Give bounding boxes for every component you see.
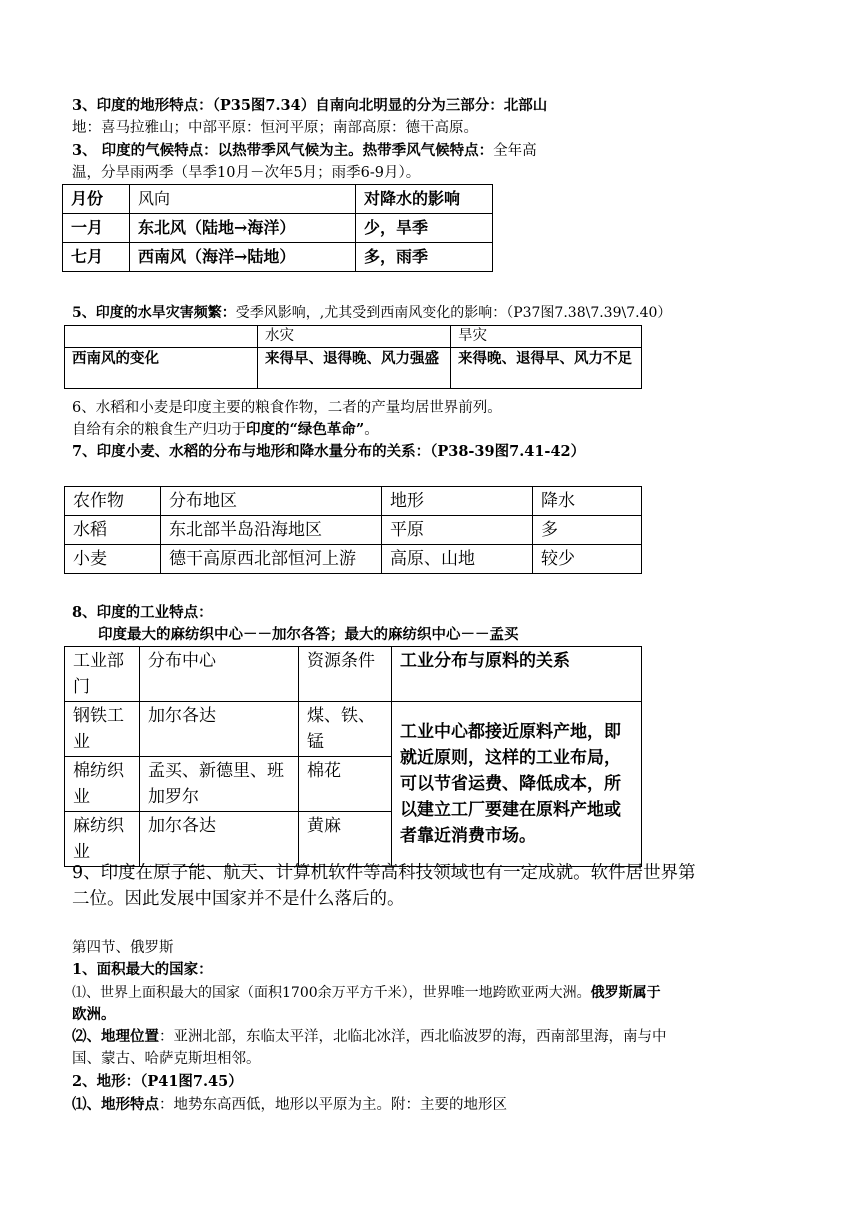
text: 1、面积最大的国家： — [72, 961, 213, 978]
table-cell: 一月 — [63, 214, 130, 243]
header-cell: 工业分布与原料的关系 — [392, 647, 642, 702]
table-row — [65, 348, 642, 389]
line-hightech — [72, 860, 696, 886]
table-cell: 水稻 — [65, 516, 161, 545]
text: 9、印度在原子能、航天、计算机软件等高科技领域也有一定成就。软件居世界第 — [72, 863, 696, 883]
table-cell: 少，旱季 — [356, 214, 493, 243]
line-disasters — [72, 303, 671, 323]
table-cell: 多 — [533, 516, 642, 545]
header-cell: 资源条件 — [299, 647, 392, 702]
monsoon-table — [62, 184, 493, 272]
table-row — [65, 516, 642, 545]
table-header-row — [65, 647, 642, 702]
line-terrain-features — [72, 1095, 507, 1115]
line-india-terrain-cont — [72, 118, 478, 138]
crop-table — [64, 486, 642, 574]
line-location-cont — [72, 1049, 261, 1069]
text: 5、印度的水旱灾害频繁： — [72, 305, 236, 321]
header-cell: 分布地区 — [161, 487, 382, 516]
text: 受季风影响，,尤其受到西南风变化的影响：（P37图7.38\7.39\7.40） — [235, 305, 672, 321]
relation-cell: 工业中心都接近原料产地，即就近原则，这样的工业布局，可以节省运费、降低成本，所以建立工厂要建在原料产地或者靠近消费市场。 — [392, 702, 642, 867]
text: ⑴、世界上面积最大的国家（面积1700余万平方千米），世界唯一地跨欧亚两大洲。 — [72, 985, 591, 1001]
table-cell: 加尔各达 — [140, 812, 299, 867]
text: 第四节、俄罗斯 — [72, 940, 174, 956]
header-cell — [65, 326, 258, 348]
text: 。 — [364, 422, 379, 438]
flood-drought-table — [64, 325, 642, 389]
header-cell: 工业部门 — [65, 647, 140, 702]
text: 印度最大的麻纺织中心－－加尔各答；最大的麻纺织中心－－孟买 — [98, 626, 519, 643]
table-cell: 多，雨季 — [356, 243, 493, 272]
line-crops — [72, 398, 502, 418]
text: 3、 印度的气候特点：以热带季风气候为主。热带季风气候特点： — [72, 142, 494, 159]
header-cell: 旱灾 — [451, 326, 642, 348]
table-cell: 加尔各达 — [140, 702, 299, 757]
line-area — [72, 983, 661, 1003]
text: 全年高 — [493, 143, 537, 159]
text: 欧洲。 — [72, 1006, 116, 1023]
text: 3、印度的地形特点：（P35图7.34）自南向北明显的分为三部分：北部山 — [72, 97, 548, 114]
text: ⑴、地形特点 — [72, 1096, 159, 1113]
line-jute-centers — [98, 625, 519, 645]
table-cell: 七月 — [63, 243, 130, 272]
table-cell: 高原、山地 — [382, 545, 533, 574]
text: 6、水稻和小麦是印度主要的粮食作物，二者的产量均居世界前列。 — [72, 400, 502, 416]
table-cell: 麻纺织业 — [65, 812, 140, 867]
text: ：亚洲北部，东临太平洋，北临北冰洋，西北临波罗的海，西南部里海，南与中 — [159, 1029, 667, 1045]
text: 印度的“绿色革命” — [246, 421, 365, 438]
header-cell: 风向 — [130, 185, 356, 214]
text: 7、印度小麦、水稻的分布与地形和降水量分布的关系：（P38-39图7.41-42） — [72, 443, 586, 460]
line-india-terrain — [72, 96, 547, 116]
header-cell: 月份 — [63, 185, 130, 214]
table-cell: 棉纺织业 — [65, 757, 140, 812]
text: 2、地形：（P41图7.45） — [72, 1073, 243, 1090]
header-cell: 农作物 — [65, 487, 161, 516]
table-cell: 西南风（海洋→陆地） — [130, 243, 356, 272]
table-cell: 孟买、新德里、班加罗尔 — [140, 757, 299, 812]
table-header-row — [65, 487, 642, 516]
table-cell: 东北部半岛沿海地区 — [161, 516, 382, 545]
header-cell: 水灾 — [258, 326, 451, 348]
line-location — [72, 1027, 667, 1047]
line-green-revolution — [72, 420, 379, 440]
section-heading-russia — [72, 938, 174, 958]
table-cell: 东北风（陆地→海洋） — [130, 214, 356, 243]
table-header-row — [65, 326, 642, 348]
header-cell: 降水 — [533, 487, 642, 516]
table-cell: 德干高原西北部恒河上游 — [161, 545, 382, 574]
table-cell: 钢铁工业 — [65, 702, 140, 757]
line-india-climate-cont — [72, 163, 420, 183]
line-india-climate — [72, 141, 537, 161]
table-header-row — [63, 185, 493, 214]
table-cell: 黄麻 — [299, 812, 392, 867]
table-cell: 来得早、退得晚、风力强盛 — [258, 348, 451, 389]
industry-table — [64, 646, 642, 867]
line-area-cont — [72, 1005, 116, 1025]
header-cell: 分布中心 — [140, 647, 299, 702]
table-row — [65, 545, 642, 574]
table-cell: 煤、铁、锰 — [299, 702, 392, 757]
table-cell: 小麦 — [65, 545, 161, 574]
line-crop-distribution — [72, 442, 585, 462]
table-row — [65, 702, 642, 757]
line-hightech-cont — [72, 886, 405, 912]
table-cell: 棉花 — [299, 757, 392, 812]
text: 国、蒙古、哈萨克斯坦相邻。 — [72, 1051, 261, 1067]
table-row — [63, 243, 493, 272]
text: 8、印度的工业特点： — [72, 604, 213, 621]
table-cell: 平原 — [382, 516, 533, 545]
table-cell: 西南风的变化 — [65, 348, 258, 389]
line-terrain-heading — [72, 1072, 243, 1092]
table-cell: 来得晚、退得早、风力不足 — [451, 348, 642, 389]
line-industry — [72, 603, 213, 623]
line-largest-country — [72, 960, 213, 980]
text: 自给有余的粮食生产归功于 — [72, 422, 246, 438]
text: ：地势东高西低，地形以平原为主。附：主要的地形区 — [159, 1097, 507, 1113]
table-row — [63, 214, 493, 243]
header-cell: 地形 — [382, 487, 533, 516]
text: ⑵、地理位置 — [72, 1028, 159, 1045]
text: 二位。因此发展中国家并不是什么落后的。 — [72, 889, 405, 909]
text: 俄罗斯属于 — [590, 985, 661, 1001]
header-cell: 对降水的影响 — [356, 185, 493, 214]
table-cell: 较少 — [533, 545, 642, 574]
text: 温，分旱雨两季（旱季10月－次年5月；雨季6-9月）。 — [72, 165, 421, 181]
text: 地：喜马拉雅山；中部平原：恒河平原；南部高原：德干高原。 — [72, 120, 478, 136]
